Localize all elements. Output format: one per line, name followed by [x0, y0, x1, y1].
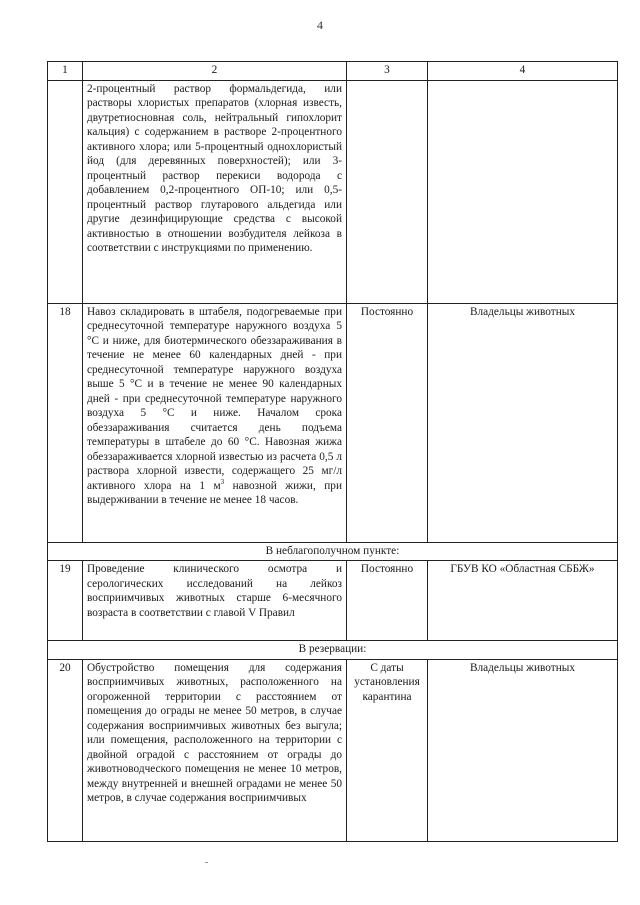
responsible: Владельцы животных [428, 303, 618, 542]
measure-text-part1: Навоз складировать в штабеля, подогреваемые при среднесуточной температуре наружного воздуха 5 °С и ниже, для биотермического обеззараживания в течение не менее 60 календарных дней - при среднесуточной температуре наружного воздуха выше 5 °С и в течение не менее 90 календарных дней - при среднесуточной температуре наружного воздуха 5 °С и ниже. Началом срока обеззараживания считается день подъема температуры в штабеле до 60 °С. Навозная жижа обеззараживается хлорной известью из расчета 0,5 л раствора хлорной извести, содержащего 25 мг/л активного хлора на 1 м [87, 305, 342, 492]
header-col-3: 3 [347, 62, 428, 81]
table-row-20 [48, 659, 618, 841]
responsible: Владельцы животных [428, 659, 618, 841]
measure-text-part2: навозной жижи, при выдерживании в течение не менее 18 часов. [87, 479, 342, 506]
table-row-continuation [48, 80, 618, 303]
table-row-18 [48, 303, 618, 542]
table-row-19 [48, 561, 618, 641]
row-number: 18 [48, 303, 83, 542]
section-heading: В резервации: [48, 641, 618, 660]
measure-text: Проведение клинического осмотра и серологических исследований на лейкоз восприимчивых животных старше 6-месячного возраста в соответствии с главой V Правил [83, 561, 347, 641]
scan-artifact [205, 862, 208, 863]
term: Постоянно [347, 303, 428, 542]
header-col-2: 2 [83, 62, 347, 81]
measure-text: Обустройство помещения для содержания восприимчивых животных, расположенного на огороженной территории с расстоянием от помещения до ограды не менее 50 метров, в случае содержания восприимчивых животных без выгула; или помещения, расположенного на территории с двойной оградой с расстоянием от ограды до животноводческого помещения не менее 10 метров, между внутренней и внешней оградами не менее 50 метров, в случае содержания восприимчивых [83, 659, 347, 841]
row-number-empty [48, 80, 83, 303]
table-header-row [48, 62, 618, 81]
measure-text [83, 303, 347, 542]
header-col-4: 4 [428, 62, 618, 81]
responsible-empty [428, 80, 618, 303]
responsible: ГБУВ КО «Областная СББЖ» [428, 561, 618, 641]
section-heading: В неблагополучном пункте: [48, 542, 618, 561]
page-number: 4 [317, 18, 323, 32]
row-number: 20 [48, 659, 83, 841]
measures-table [47, 61, 618, 842]
term: Постоянно [347, 561, 428, 641]
cubic-superscript: 3 [220, 477, 225, 486]
row-number: 19 [48, 561, 83, 641]
term-empty [347, 80, 428, 303]
continuation-text: 2-процентный раствор формальдегида, или растворы хлористых препаратов (хлорная известь, двутретиосновная соль, нейтральный гипохлорит кальция) с содержанием в растворе 2-процентного активного хлора; или 5-процентный однохлористый йод (для деревянных поверхностей); или 3-процентный раствор перекиси водорода с добавлением 0,2-процентного ОП-10; или 0,5-процентный раствор глутарового альдегида или другие дезинфицирующие средства с высокой активностью в отношении возбудителя лейкоза в соответствии с инструкциями по применению. [83, 80, 347, 303]
section-row-unfavorable [48, 542, 618, 561]
term: С даты установления карантина [347, 659, 428, 841]
section-row-reservation [48, 641, 618, 660]
header-col-1: 1 [48, 62, 83, 81]
